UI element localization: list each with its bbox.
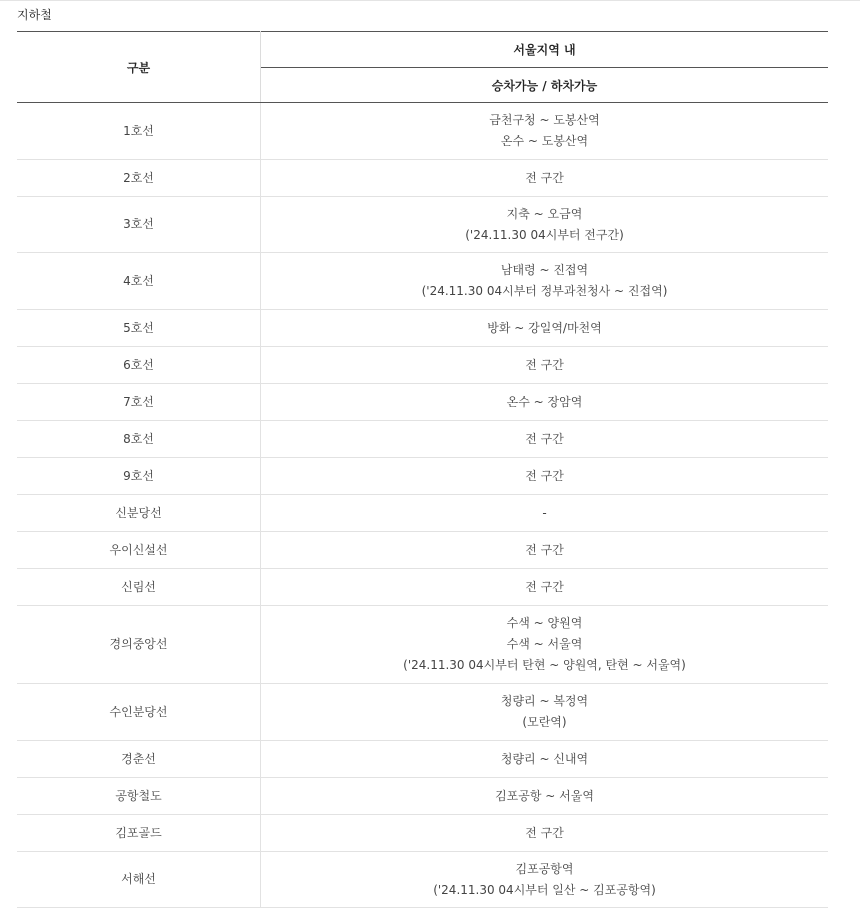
table-row	[17, 606, 828, 684]
section-range	[261, 347, 829, 384]
section-range	[261, 421, 829, 458]
section-range	[261, 569, 829, 606]
section-range-line: 전 구간	[525, 579, 564, 594]
subway-coverage-table	[17, 31, 828, 908]
section-range	[261, 310, 829, 347]
section-range	[261, 741, 829, 778]
subway-line-name: 김포골드	[17, 815, 261, 852]
subway-line-name: 8호선	[17, 421, 261, 458]
section-range-line: 청량리 ~ 신내역	[500, 751, 589, 766]
section-range	[261, 197, 829, 253]
section-range	[261, 815, 829, 852]
table-row	[17, 815, 828, 852]
section-range-line: 전 구간	[525, 357, 564, 372]
table-row	[17, 569, 828, 606]
section-range-line: 지축 ~ 오금역	[506, 206, 583, 221]
subway-line-name: 신분당선	[17, 495, 261, 532]
section-range-line: 전 구간	[525, 431, 564, 446]
table-row	[17, 347, 828, 384]
header-region: 서울지역 내	[261, 32, 829, 68]
subway-line-name: 3호선	[17, 197, 261, 253]
section-range-line: (모란역)	[522, 715, 567, 729]
header-board-alight: 승차가능 / 하차가능	[261, 68, 829, 103]
section-range-line: 수색 ~ 양원역	[506, 616, 583, 630]
section-range	[261, 384, 829, 421]
section-range-line: 전 구간	[525, 468, 564, 483]
section-range	[261, 253, 829, 310]
section-range	[261, 495, 829, 532]
section-range	[261, 458, 829, 495]
subway-line-name: 수인분당선	[17, 684, 261, 741]
top-divider	[0, 0, 860, 1]
section-range-line: 전 구간	[525, 542, 564, 557]
section-range-line: 김포공항역	[515, 861, 574, 876]
table-row	[17, 495, 828, 532]
table-row	[17, 852, 828, 908]
table-row	[17, 253, 828, 310]
section-range-line: ('24.11.30 04시부터 전구간)	[465, 227, 624, 242]
table-row	[17, 384, 828, 421]
table-row	[17, 684, 828, 741]
section-range	[261, 532, 829, 569]
subway-line-name: 우이신설선	[17, 532, 261, 569]
section-range-line: 김포공항 ~ 서울역	[495, 788, 594, 803]
table-row	[17, 458, 828, 495]
header-category: 구분	[17, 32, 261, 103]
subway-line-name: 6호선	[17, 347, 261, 384]
section-range-line: 금천구청 ~ 도봉산역	[489, 113, 600, 127]
section-range-line: 청량리 ~ 복정역	[500, 694, 589, 708]
subway-line-name: 7호선	[17, 384, 261, 421]
section-range-line: 온수 ~ 장암역	[506, 394, 583, 409]
table-row	[17, 310, 828, 347]
subway-line-name: 공항철도	[17, 778, 261, 815]
table-row	[17, 778, 828, 815]
section-range-line: 남태령 ~ 진접역	[500, 263, 589, 277]
section-range	[261, 852, 829, 908]
subway-line-name: 4호선	[17, 253, 261, 310]
section-range-line: 수색 ~ 서울역	[506, 637, 583, 651]
table-row	[17, 197, 828, 253]
table-row	[17, 532, 828, 569]
table-header	[17, 32, 828, 103]
section-range-line: 방화 ~ 강일역/마천역	[487, 320, 602, 335]
section-title: 지하철	[17, 8, 52, 22]
table-row	[17, 103, 828, 160]
table-body	[17, 103, 828, 908]
subway-line-name: 경의중앙선	[17, 606, 261, 684]
subway-line-name: 2호선	[17, 160, 261, 197]
section-range-line: 온수 ~ 도봉산역	[500, 134, 589, 148]
section-range-line: ('24.11.30 04시부터 일산 ~ 김포공항역)	[433, 882, 656, 897]
table-row	[17, 421, 828, 458]
section-range-line: ('24.11.30 04시부터 정부과천청사 ~ 진접역)	[421, 284, 668, 298]
section-range	[261, 684, 829, 741]
section-range-line: -	[542, 505, 547, 520]
table-row	[17, 741, 828, 778]
subway-line-name: 1호선	[17, 103, 261, 160]
section-range	[261, 160, 829, 197]
section-range	[261, 606, 829, 684]
subway-line-name: 신림선	[17, 569, 261, 606]
section-range	[261, 103, 829, 160]
subway-line-name: 5호선	[17, 310, 261, 347]
subway-line-name: 9호선	[17, 458, 261, 495]
subway-line-name: 서해선	[17, 852, 261, 908]
subway-line-name: 경춘선	[17, 741, 261, 778]
section-range	[261, 778, 829, 815]
table-row	[17, 160, 828, 197]
section-range-line: ('24.11.30 04시부터 탄현 ~ 양원역, 탄현 ~ 서울역)	[403, 658, 686, 672]
section-range-line: 전 구간	[525, 825, 564, 840]
section-range-line: 전 구간	[525, 170, 564, 185]
